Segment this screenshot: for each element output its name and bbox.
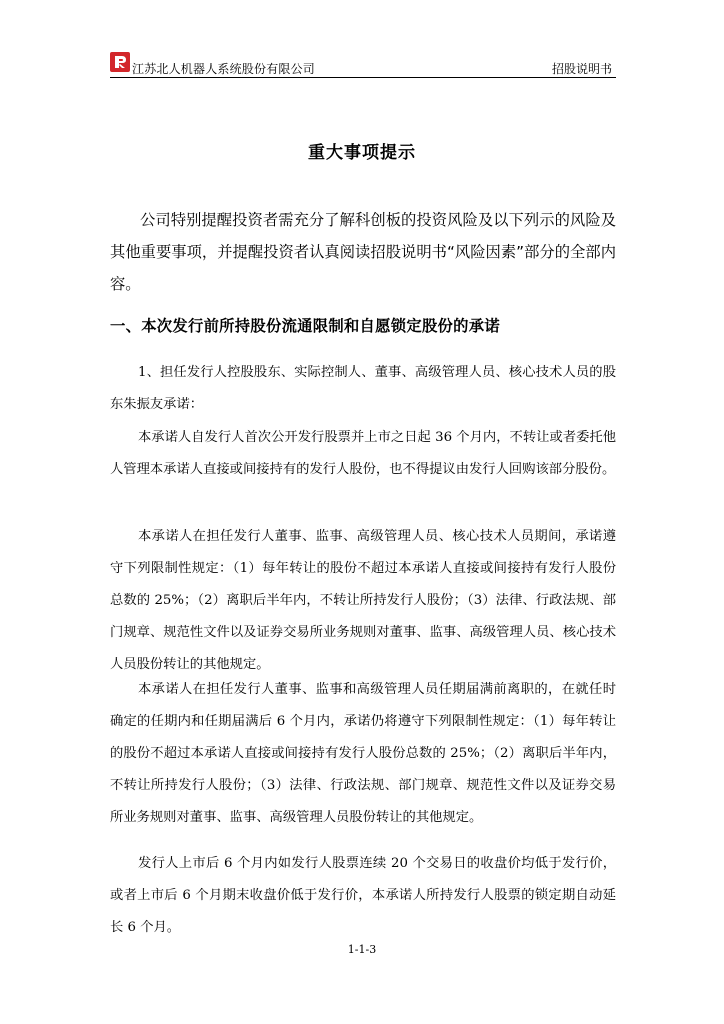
- intro-paragraph: 公司特别提醒投资者需充分了解科创板的投资风险及以下列示的风险及其他重要事项，并提醒投资者认真阅读招股说明书“风险因素”部分的全部内容。: [110, 211, 616, 293]
- page-number: 1-1-3: [347, 943, 377, 956]
- page-header: [110, 52, 616, 80]
- paragraph-3: 本承诺人在担任发行人董事、监事、高级管理人员、核心技术人员期间，承诺遵守下列限制性规定：（1）每年转让的股份不超过本承诺人直接或间接持有发行人股份总数的 25%；（2）离职后半年内，不转让所持发行人股份；（3）法律、行政法规、部门规章、规范性文件以及证券交易所业务规则对董事、监事、高级管理人员、核心技术人员股份转让的其他规定。: [110, 529, 616, 672]
- header-divider: [110, 77, 616, 78]
- paragraph-5: 发行人上市后 6 个月内如发行人股票连续 20 个交易日的收盘价均低于发行价，或者上市后 6 个月期末收盘价低于发行价，本承诺人所持发行人股票的锁定期自动延长 6 个月。: [110, 856, 616, 935]
- paragraph-2: 本承诺人自发行人首次公开发行股票并上市之日起 36 个月内，不转让或者委托他人管理本承诺人直接或间接持有的发行人股份，也不得提议由发行人回购该部分股份。: [110, 430, 616, 477]
- page-title: 重大事项提示: [308, 143, 416, 163]
- company-name: 江苏北人机器人系统股份有限公司: [132, 62, 316, 76]
- document-type: 招股说明书: [551, 62, 612, 76]
- paragraph-1: 1、担任发行人控股股东、实际控制人、董事、高级管理人员、核心技术人员的股东朱振友承诺：: [110, 365, 616, 412]
- section-heading: 一、本次发行前所持股份流通限制和自愿锁定股份的承诺: [110, 317, 500, 335]
- paragraph-4: 本承诺人在担任发行人董事、监事和高级管理人员任期届满前离职的，在就任时确定的任期内和任期届满后 6 个月内，承诺仍将遵守下列限制性规定：（1）每年转让的股份不超过本承诺人直接或间接持有发行人股份总数的 25%；（2）离职后半年内，不转让所持发行人股份；（3）法律、行政法规、部门规章、规范性文件以及证券交易所业务规则对董事、监事、高级管理人员股份转让的其他规定。: [110, 682, 616, 825]
- company-logo-icon: [110, 52, 130, 72]
